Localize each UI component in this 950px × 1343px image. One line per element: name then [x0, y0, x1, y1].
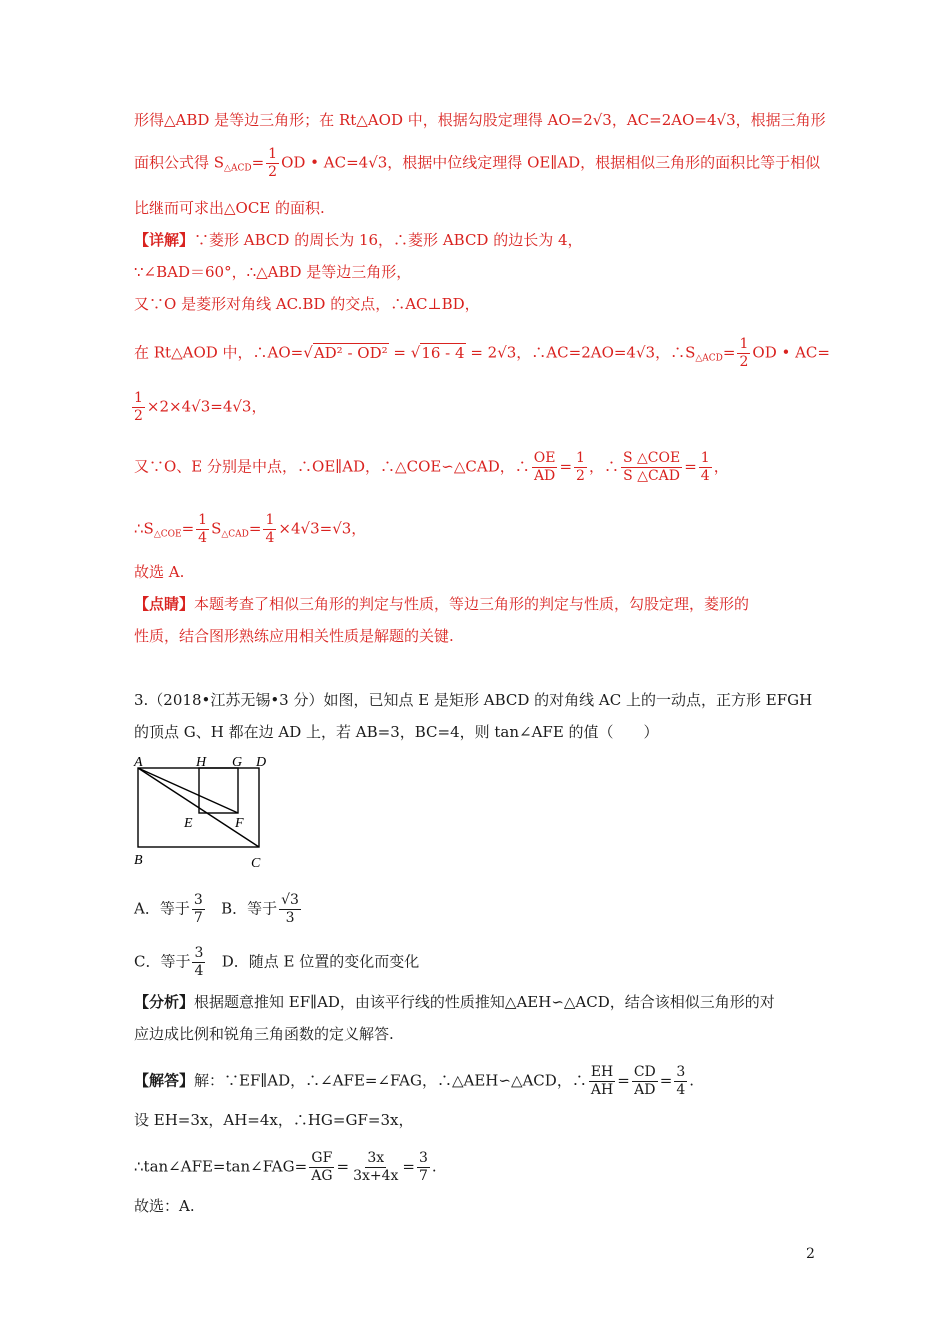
text: 根据题意推知 EF∥AD，由该平行线的性质推知△AEH∽△ACD，结合该相似三角形的对: [194, 993, 775, 1011]
label-b: B: [134, 853, 143, 868]
detail-line-4: 在 Rt△AOD 中，∴AO=√AD² - OD² = √16 - 4 = 2√3，∴AC=2AO=4√3，$\therefore S_{\triangle ACD}=$ $\frac{1}{2}$ OD • AC=: [134, 336, 830, 370]
denominator: AD: [533, 468, 556, 484]
numerator: OE: [533, 450, 556, 466]
option-d: D．随点 E 位置的变化而变化: [221, 952, 420, 971]
denominator: 3x+4x: [353, 1168, 399, 1184]
answer-line-4: 故选：A.: [134, 1197, 195, 1215]
text: OD • AC=4√3，根据中位线定理得 OE∥AD，根据相似三角形的面积比等于相似: [281, 153, 821, 172]
comment-tag: 【点睛】: [134, 595, 195, 613]
fraction: [574, 450, 587, 485]
question-line-1: 3.（2018•江苏无锡•3 分）如图，已知点 E 是矩形 ABCD 的对角线 AC 上的一动点，正方形 EFGH: [134, 691, 813, 709]
radicand: 16 - 4: [421, 343, 465, 362]
comment-line-1: [134, 594, 749, 614]
detail-line-7: $\therefore S_{\triangle COE}=$ $\frac{1}{4}$ $S_{\triangle CAD}=$ $\frac{1}{4}$ ×4√3=√3，: [134, 512, 367, 546]
numerator: 1: [739, 336, 749, 352]
option-a-b: [134, 892, 303, 927]
answer-line-3: ∴tan∠AFE=tan∠FAG= $\frac{GF}{AG}$ = $\frac{3x}{3x+4x}$ = $\frac{3}{7}$ .: [134, 1150, 437, 1184]
analysis-q3-line-1: [134, 992, 775, 1012]
subscript: △COE: [153, 529, 182, 540]
option-c-d: [134, 945, 419, 980]
text: ∴S: [134, 519, 154, 538]
fraction: [674, 1064, 687, 1099]
fraction: [192, 945, 205, 980]
radicand: AD² - OD²: [313, 343, 388, 362]
subscript: △ACD: [224, 163, 252, 174]
analysis-line-2: 面积公式得 $S_{\triangle ACD}=$ $\frac{1}{2}$ OD • AC=4√3，根据中位线定理得 OE∥AD，根据相似三角形的面积比等于相似: [134, 146, 821, 180]
numerator: 1: [268, 146, 278, 162]
denominator: AD: [634, 1082, 656, 1098]
fraction: [266, 146, 279, 181]
fraction: [737, 336, 750, 371]
fraction: [417, 1150, 430, 1185]
fraction: [532, 450, 558, 485]
text: 面积公式得 S: [134, 153, 225, 172]
text: ∴tan∠AFE=tan∠FAG=: [134, 1157, 308, 1176]
numerator: CD: [633, 1064, 656, 1080]
numerator: 3: [194, 945, 204, 961]
denominator: 2: [739, 354, 749, 370]
option-a: A．等于: [134, 899, 190, 918]
fraction: [309, 1150, 334, 1185]
label-f: F: [235, 816, 244, 831]
denominator: AG: [311, 1168, 333, 1184]
numerator: 1: [700, 450, 710, 466]
text: ×4√3=√3，: [278, 519, 367, 538]
label-e: E: [184, 816, 193, 831]
text: ×2×4√3=4√3，: [146, 397, 267, 416]
denominator: 4: [265, 530, 275, 546]
detail-line-5: [130, 390, 266, 425]
fraction: [132, 390, 145, 425]
label-d: D: [256, 755, 267, 770]
numerator: 1: [134, 390, 143, 406]
numerator: GF: [311, 1150, 333, 1166]
denominator: 2: [134, 408, 143, 424]
numerator: 3x: [367, 1150, 385, 1166]
numerator: 3: [419, 1150, 428, 1166]
denominator: 3: [285, 910, 295, 926]
line-af: [138, 768, 238, 813]
detail-tag: 【详解】: [134, 231, 195, 249]
geometry-figure: [128, 750, 288, 874]
text: S: [211, 519, 222, 538]
numerator: 3: [193, 892, 203, 908]
fraction: [192, 892, 205, 927]
subscript: △ACD: [695, 353, 723, 364]
text: 在 Rt△AOD 中，∴AO=: [134, 343, 304, 362]
detail-line-8: 故选 A.: [134, 563, 185, 581]
label-g: G: [232, 755, 243, 770]
text: =: [388, 343, 411, 362]
detail-line-6: 又∵O、E 分别是中点，∴OE∥AD，∴△COE∽△CAD，∴ $\frac{OE}{AD}$ = $\frac{1}{2}$ ，∴ $\frac{\text{S △COE}}{\text{S △CAD}}$ = $\frac{1}{4}$ ，: [134, 450, 729, 484]
denominator: AH: [590, 1082, 614, 1098]
answer-tag: 【解答】: [134, 1071, 195, 1090]
question-line-2: 的顶点 G、H 都在边 AD 上，若 AB=3，BC=4，则 tan∠AFE 的值（ ）: [134, 723, 659, 741]
analysis-line-3: 比继而可求出△OCE 的面积.: [134, 199, 325, 217]
option-b: B．等于: [221, 899, 278, 918]
text: 本题考查了相似三角形的判定与性质，等边三角形的判定与性质，勾股定理，菱形的: [194, 595, 750, 613]
denominator: 4: [700, 468, 710, 484]
numerator: EH: [590, 1064, 614, 1080]
analysis-tag: 【分析】: [134, 993, 195, 1011]
denominator: S △CAD: [623, 468, 681, 484]
fraction: [589, 1064, 615, 1099]
text: = 2√3，∴AC=2AO=4√3，∴S: [465, 343, 696, 362]
answer-line-2: 设 EH=3x，AH=4x，∴HG=GF=3x，: [134, 1111, 414, 1129]
fraction: [632, 1064, 658, 1099]
denominator: 4: [194, 963, 204, 979]
text: 解：∵EF∥AD，∴∠AFE=∠FAG，∴△AEH∽△ACD，∴: [194, 1071, 587, 1090]
square-efgh: [199, 768, 238, 813]
analysis-q3-line-2: 应边成比例和锐角三角函数的定义解答.: [134, 1025, 394, 1043]
subscript: △CAD: [221, 529, 249, 540]
detail-line-3: 又∵O 是菱形对角线 AC.BD 的交点，∴AC⊥BD，: [134, 295, 480, 313]
label-a: A: [134, 755, 143, 770]
denominator: 4: [676, 1082, 686, 1098]
page-number: 2: [806, 1246, 815, 1262]
detail-line-2: ∵∠BAD＝60°，∴△ABD 是等边三角形，: [134, 263, 412, 281]
comment-line-2: 性质，结合图形熟练应用相关性质是解题的关键.: [134, 627, 454, 645]
fraction: [263, 512, 276, 547]
denominator: 7: [193, 910, 203, 926]
text: ∵菱形 ABCD 的周长为 16，∴菱形 ABCD 的边长为 4，: [194, 231, 583, 249]
fraction: [351, 1150, 400, 1185]
fraction: [699, 450, 712, 485]
fraction: [196, 512, 209, 547]
denominator: 7: [419, 1168, 428, 1184]
denominator: 4: [198, 530, 208, 546]
label-c: C: [251, 856, 261, 871]
text: ，: [713, 457, 729, 476]
denominator: 2: [576, 468, 585, 484]
text: ，∴: [588, 457, 619, 476]
label-h: H: [196, 755, 207, 770]
detail-line-1: [134, 230, 583, 250]
numerator: 3: [676, 1064, 686, 1080]
option-c: C．等于: [134, 952, 191, 971]
fraction: [621, 450, 682, 485]
answer-line-1: 【解答】解：∵EF∥AD，∴∠AFE=∠FAG，∴△AEH∽△ACD，∴ $\frac{EH}{AH}$ = $\frac{CD}{AD}$ = $\frac{3}{4}$ .: [134, 1064, 695, 1098]
text: 又∵O、E 分别是中点，∴OE∥AD，∴△COE∽△CAD，∴: [134, 457, 530, 476]
numerator: 1: [576, 450, 585, 466]
numerator: √3: [281, 892, 299, 908]
text: OD • AC=: [752, 343, 830, 362]
numerator: 1: [265, 512, 275, 528]
fraction: [279, 892, 301, 927]
analysis-line-1: 形得△ABD 是等边三角形；在 Rt△AOD 中，根据勾股定理得 AO=2√3，AC=2AO=4√3，根据三角形: [134, 111, 826, 129]
numerator: S △COE: [622, 450, 681, 466]
denominator: 2: [268, 164, 278, 180]
numerator: 1: [198, 512, 208, 528]
